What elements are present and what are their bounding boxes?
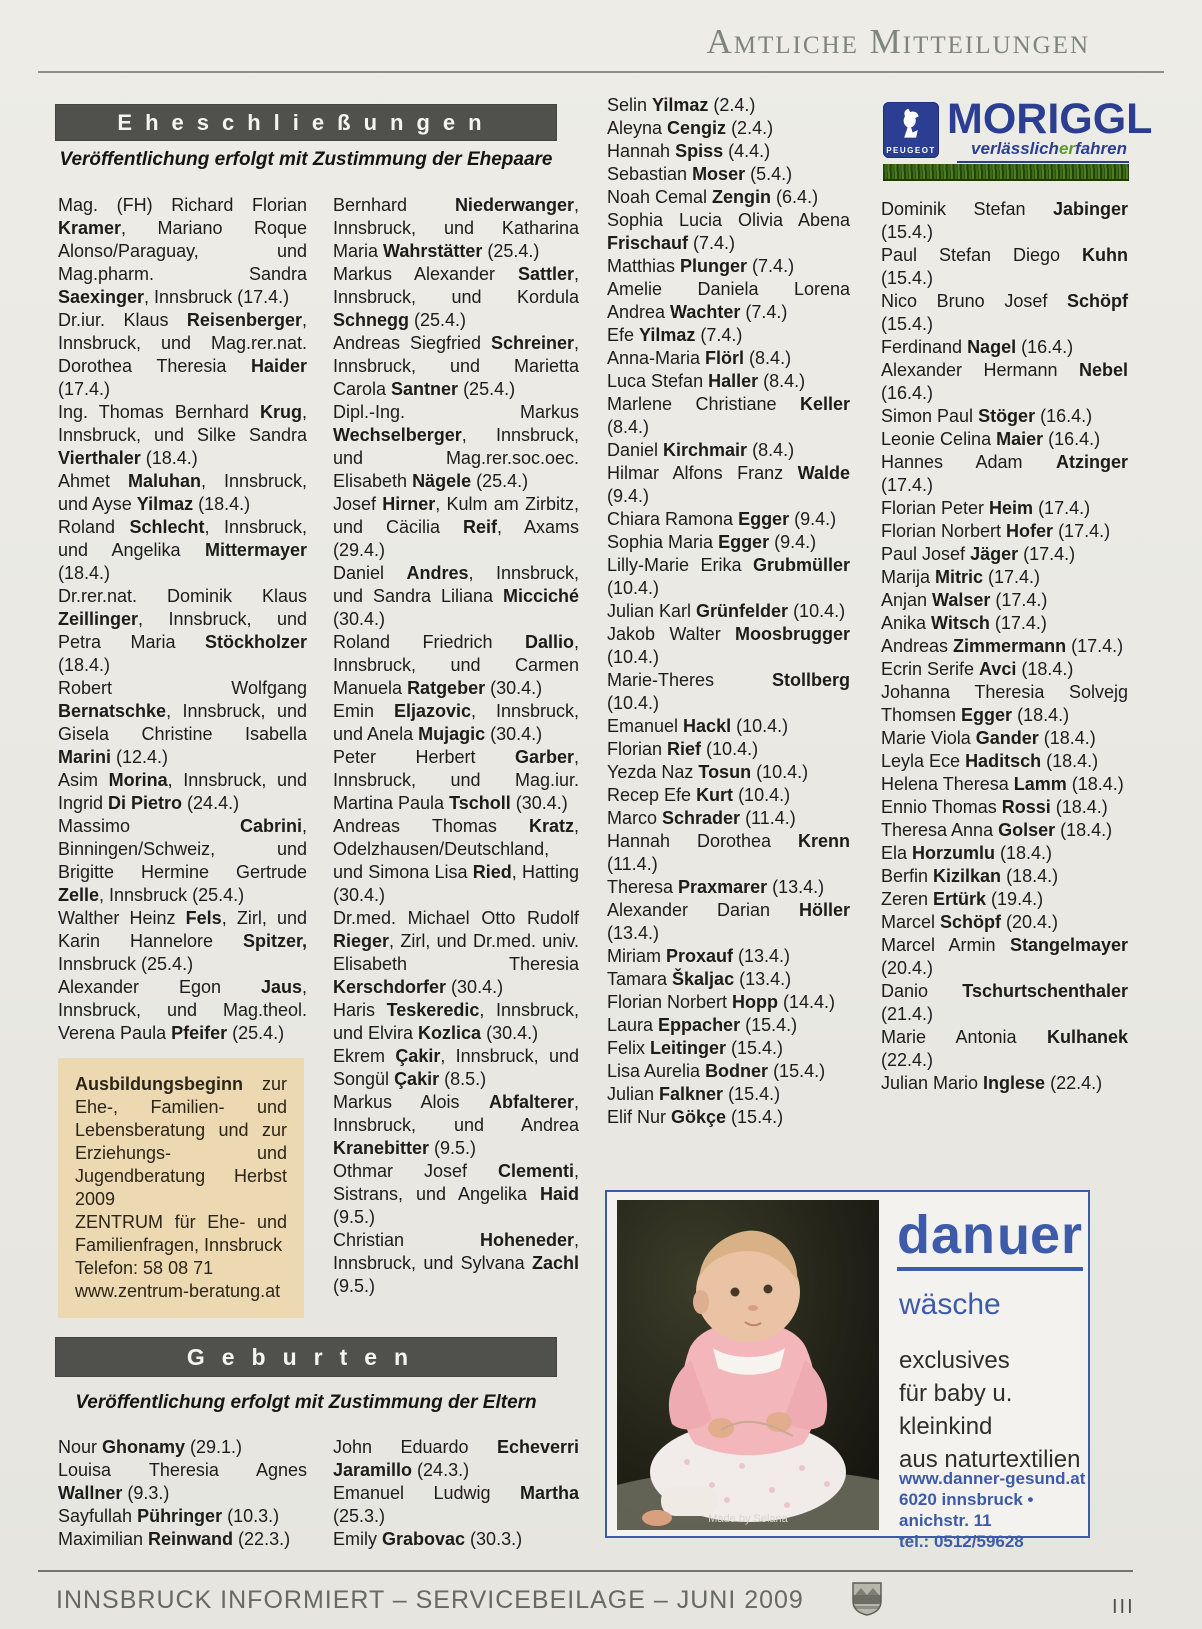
- list-entry: Simon Paul Stöger (16.4.): [881, 406, 1093, 426]
- danner-subtitle: wäsche: [899, 1288, 1001, 1321]
- list-entry: Dr.iur. Klaus Reisenberger, Innsbruck, und Mag.rer.nat. Dorothea Theresia Haider (17.4.): [58, 310, 307, 399]
- moriggl-dealer-name: MORIGGL: [947, 95, 1153, 143]
- list-entry: Andreas Zimmermann (17.4.): [881, 636, 1124, 656]
- list-entry: Marija Mitric (17.4.): [881, 567, 1041, 587]
- list-entry: Haris Teskeredic, Innsbruck, und Elvira Kozlica (30.4.): [333, 1000, 579, 1043]
- footer-rule: [38, 1570, 1133, 1572]
- list-entry: Ecrin Serife Avci (18.4.): [881, 659, 1074, 679]
- list-entry: Sophia Maria Egger (9.4.): [607, 532, 817, 552]
- innsbruck-coat-of-arms-icon: [852, 1582, 882, 1616]
- list-entry: Markus Alois Abfalterer, Innsbruck, und Andrea Kranebitter (9.5.): [333, 1092, 579, 1158]
- list-entry: Amelie Daniela Lorena Andrea Wachter (7.4.): [607, 279, 850, 322]
- list-entry: Marco Schrader (11.4.): [607, 808, 796, 828]
- list-entry: Emily Grabovac (30.3.): [333, 1529, 523, 1549]
- header-rule: [38, 71, 1164, 73]
- list-entry: Laura Eppacher (15.4.): [607, 1015, 798, 1035]
- baby-photo: [617, 1200, 879, 1530]
- text-line: für baby u. kleinkind: [899, 1380, 1013, 1440]
- list-entry: Anjan Walser (17.4.): [881, 590, 1048, 610]
- list-entry: Sebastian Moser (5.4.): [607, 164, 793, 184]
- slogan-part-3: fahren: [1075, 139, 1127, 158]
- list-entry: Ahmet Maluhan, Innsbruck, und Ayse Yilmaz (18.4.): [58, 471, 307, 514]
- list-entry: Hannah Dorothea Krenn (11.4.): [607, 831, 850, 874]
- list-entry: Johanna Theresia Solvejg Thomsen Egger (18.4.): [881, 682, 1128, 725]
- list-entry: Julian Falkner (15.4.): [607, 1084, 781, 1104]
- list-entry: Massimo Cabrini, Binningen/Schweiz, und Brigitte Hermine Gertrude Zelle, Innsbruck (25.4.): [58, 816, 307, 905]
- births-banner: Geburten: [55, 1337, 557, 1377]
- text-line: aus naturtextilien: [899, 1446, 1081, 1473]
- list-entry: Lisa Aurelia Bodner (15.4.): [607, 1061, 826, 1081]
- list-entry: Julian Karl Grünfelder (10.4.): [607, 601, 846, 621]
- list-entry: Maximilian Reinwand (22.3.): [58, 1529, 291, 1549]
- list-entry: Aleyna Cengiz (2.4.): [607, 118, 774, 138]
- baby-photo-illustration: [617, 1200, 879, 1530]
- marriages-column-1: [58, 194, 307, 1045]
- list-entry: Marie-Theres Stollberg (10.4.): [607, 670, 850, 713]
- list-entry: Ennio Thomas Rossi (18.4.): [881, 797, 1108, 817]
- list-entry: Alexander Hermann Nebel (16.4.): [881, 360, 1128, 403]
- peugeot-logo-text: PEUGEOT: [886, 146, 936, 155]
- list-entry: Matthias Plunger (7.4.): [607, 256, 795, 276]
- danner-logo: [897, 1205, 1084, 1274]
- text-line: tel.: 0512/59628: [899, 1532, 1024, 1551]
- page-number: III: [1112, 1596, 1135, 1618]
- list-entry: Efe Yilmaz (7.4.): [607, 325, 743, 345]
- peugeot-badge: [883, 102, 939, 158]
- list-entry: Ing. Thomas Bernhard Krug, Innsbruck, und Silke Sandra Vierthaler (18.4.): [58, 402, 307, 468]
- slogan-part-1: verlässlich: [971, 139, 1059, 158]
- text-line: exclusives: [899, 1347, 1010, 1374]
- list-entry: Tamara Škaljac (13.4.): [607, 969, 792, 989]
- list-entry: Marie Viola Gander (18.4.): [881, 728, 1096, 748]
- footer-publication-line: INNSBRUCK INFORMIERT – SERVICEBEILAGE – JUNI 2009: [56, 1586, 804, 1614]
- list-entry: Theresa Praxmarer (13.4.): [607, 877, 825, 897]
- list-entry: Elif Nur Gökçe (15.4.): [607, 1107, 784, 1127]
- list-entry: Telefon: 58 08 71: [75, 1258, 214, 1278]
- list-entry: Dominik Stefan Jabinger (15.4.): [881, 199, 1128, 242]
- list-entry: Anna-Maria Flörl (8.4.): [607, 348, 792, 368]
- list-entry: Florian Norbert Hopp (14.4.): [607, 992, 836, 1012]
- list-entry: Walther Heinz Fels, Zirl, und Karin Hannelore Spitzer, Innsbruck (25.4.): [58, 908, 307, 974]
- list-entry: Leyla Ece Haditsch (18.4.): [881, 751, 1099, 771]
- list-entry: Christian Hoheneder, Innsbruck, und Sylvana Zachl (9.5.): [333, 1230, 579, 1296]
- list-entry: Paul Josef Jäger (17.4.): [881, 544, 1076, 564]
- list-entry: Josef Hirner, Kulm am Zirbitz, und Cäcilia Reif, Axams (29.4.): [333, 494, 579, 560]
- list-entry: Berfin Kizilkan (18.4.): [881, 866, 1059, 886]
- grass-strip-image: [883, 164, 1129, 181]
- list-entry: Marcel Schöpf (20.4.): [881, 912, 1059, 932]
- list-entry: Othmar Josef Clementi, Sistrans, und Angelika Haid (9.5.): [333, 1161, 579, 1227]
- moriggl-slogan: [971, 139, 1127, 159]
- marriages-column-2: [333, 194, 579, 1298]
- births-column-2: [333, 1436, 579, 1551]
- list-entry: Selin Yilmaz (2.4.): [607, 95, 756, 115]
- danner-waesche-ad: [605, 1190, 1090, 1551]
- list-entry: Roland Schlecht, Innsbruck, und Angelika Mittermayer (18.4.): [58, 517, 307, 583]
- list-entry: Danio Tschurtschenthaler (21.4.): [881, 981, 1128, 1024]
- list-entry: Mag. (FH) Richard Florian Kramer, Mariano Roque Alonso/Paraguay, und Mag.pharm. Sandra Saexinger, Innsbruck (17.4.): [58, 195, 307, 307]
- list-entry: Andreas Thomas Kratz, Odelzhausen/Deutschland, und Simona Lisa Ried, Hatting (30.4.): [333, 816, 579, 905]
- births-column-1: [58, 1436, 307, 1551]
- list-entry: Andreas Siegfried Schreiner, Innsbruck, und Marietta Carola Santner (25.4.): [333, 333, 579, 399]
- danner-contact-info: [899, 1468, 1088, 1552]
- slogan-underline: [957, 161, 1129, 163]
- list-entry: Theresa Anna Golser (18.4.): [881, 820, 1113, 840]
- marriages-subtitle: Veröffentlichung erfolgt mit Zustimmung der Ehepaare: [59, 149, 553, 170]
- list-entry: Helena Theresa Lamm (18.4.): [881, 774, 1124, 794]
- list-entry: Miriam Proxauf (13.4.): [607, 946, 791, 966]
- list-entry: Florian Peter Heim (17.4.): [881, 498, 1091, 518]
- list-entry: Lilly-Marie Erika Grubmüller (10.4.): [607, 555, 850, 598]
- list-entry: Sayfullah Pühringer (10.3.): [58, 1506, 280, 1526]
- list-entry: Marie Antonia Kulhanek (22.4.): [881, 1027, 1128, 1070]
- names-column-3: [607, 94, 850, 1129]
- danner-logo-part-1: dan: [897, 1205, 997, 1265]
- list-entry: www.zentrum-beratung.at: [75, 1281, 281, 1301]
- list-entry: Ekrem Çakir, Innsbruck, und Songül Çakir (8.5.): [333, 1046, 580, 1089]
- list-entry: Nico Bruno Josef Schöpf (15.4.): [881, 291, 1128, 334]
- list-entry: Recep Efe Kurt (10.4.): [607, 785, 791, 805]
- list-entry: Emanuel Hackl (10.4.): [607, 716, 789, 736]
- slogan-part-2: er: [1058, 139, 1076, 158]
- list-entry: Zeren Ertürk (19.4.): [881, 889, 1044, 909]
- list-entry: Roland Friedrich Dallio, Innsbruck, und Carmen Manuela Ratgeber (30.4.): [333, 632, 579, 698]
- list-entry: John Eduardo Echeverri Jaramillo (24.3.): [333, 1437, 579, 1480]
- list-entry: Hannes Adam Atzinger (17.4.): [881, 452, 1128, 495]
- list-entry: Markus Alexander Sattler, Innsbruck, und Kordula Schnegg (25.4.): [333, 264, 579, 330]
- list-entry: Paul Stefan Diego Kuhn (15.4.): [881, 245, 1128, 288]
- list-entry: Emin Eljazovic, Innsbruck, und Anela Mujagic (30.4.): [333, 701, 580, 744]
- counseling-notice-box: [58, 1058, 304, 1318]
- moriggl-peugeot-ad: [883, 95, 1153, 180]
- text-line: www.danner-gesund.at: [899, 1469, 1086, 1488]
- text-line: 6020 innsbruck • anichstr. 11: [899, 1490, 1034, 1530]
- list-entry: Leonie Celina Maier (16.4.): [881, 429, 1101, 449]
- list-entry: Bernhard Niederwanger, Innsbruck, und Katharina Maria Wahrstätter (25.4.): [333, 195, 579, 261]
- list-entry: Hilmar Alfons Franz Walde (9.4.): [607, 463, 850, 506]
- list-entry: Yezda Naz Tosun (10.4.): [607, 762, 809, 782]
- list-entry: Ausbildungsbeginn zur Ehe-, Familien- und Lebensberatung und zur Erziehungs- und Jugendberatung Herbst 2009: [75, 1074, 287, 1209]
- list-entry: Asim Morina, Innsbruck, und Ingrid Di Pietro (24.4.): [58, 770, 308, 813]
- photo-credit-caption: Made by Selana: [708, 1513, 788, 1525]
- list-entry: Louisa Theresia Agnes Wallner (9.3.): [58, 1460, 307, 1503]
- list-entry: Peter Herbert Garber, Innsbruck, und Mag.iur. Martina Paula Tscholl (30.4.): [333, 747, 579, 813]
- births-subtitle: Veröffentlichung erfolgt mit Zustimmung der Eltern: [75, 1392, 537, 1413]
- list-entry: Florian Norbert Hofer (17.4.): [881, 521, 1111, 541]
- list-entry: Noah Cemal Zengin (6.4.): [607, 187, 819, 207]
- list-entry: Julian Mario Inglese (22.4.): [881, 1073, 1103, 1093]
- list-entry: Sophia Lucia Olivia Abena Frischauf (7.4.): [607, 210, 850, 253]
- list-entry: Dr.med. Michael Otto Rudolf Rieger, Zirl, und Dr.med. univ. Elisabeth Theresia Kerschdorfer (30.4.): [333, 908, 579, 997]
- list-entry: Chiara Ramona Egger (9.4.): [607, 509, 837, 529]
- names-column-4: [881, 198, 1128, 1095]
- danner-logo-part-2: er: [1030, 1205, 1084, 1265]
- list-entry: Anika Witsch (17.4.): [881, 613, 1047, 633]
- list-entry: Marcel Armin Stangelmayer (20.4.): [881, 935, 1128, 978]
- list-entry: Dr.rer.nat. Dominik Klaus Zeillinger, Innsbruck, und Petra Maria Stöckholzer (18.4.): [58, 586, 307, 675]
- list-entry: Florian Rief (10.4.): [607, 739, 759, 759]
- peugeot-lion-icon: [894, 106, 928, 142]
- list-entry: Nour Ghonamy (29.1.): [58, 1437, 243, 1457]
- list-entry: Ferdinand Nagel (16.4.): [881, 337, 1074, 357]
- list-entry: Ela Horzumlu (18.4.): [881, 843, 1053, 863]
- list-entry: Luca Stefan Haller (8.4.): [607, 371, 806, 391]
- list-entry: Alexander Darian Höller (13.4.): [607, 900, 850, 943]
- list-entry: Daniel Kirchmair (8.4.): [607, 440, 795, 460]
- list-entry: Emanuel Ludwig Martha (25.3.): [333, 1483, 579, 1526]
- list-entry: Dipl.-Ing. Markus Wechselberger, Innsbruck, und Mag.rer.soc.oec. Elisabeth Nägele (25.4.): [333, 402, 579, 491]
- list-entry: Felix Leitinger (15.4.): [607, 1038, 784, 1058]
- list-entry: Jakob Walter Moosbrugger (10.4.): [607, 624, 850, 667]
- page-header-title: Amtliche Mitteilungen: [706, 22, 1090, 61]
- list-entry: Robert Wolfgang Bernatschke, Innsbruck, und Gisela Christine Isabella Marini (12.4.): [58, 678, 307, 767]
- danner-logo-flipped-n: n: [996, 1213, 1031, 1274]
- marriages-banner: Eheschließungen: [55, 104, 557, 141]
- list-entry: Marlene Christiane Keller (8.4.): [607, 394, 850, 437]
- list-entry: Hannah Spiss (4.4.): [607, 141, 771, 161]
- list-entry: Daniel Andres, Innsbruck, und Sandra Liliana Micciché (30.4.): [333, 563, 579, 629]
- list-entry: ZENTRUM für Ehe- und Familienfragen, Innsbruck: [75, 1212, 287, 1255]
- danner-tagline: [899, 1344, 1088, 1476]
- list-entry: Alexander Egon Jaus, Innsbruck, und Mag.theol. Verena Paula Pfeifer (25.4.): [58, 977, 307, 1043]
